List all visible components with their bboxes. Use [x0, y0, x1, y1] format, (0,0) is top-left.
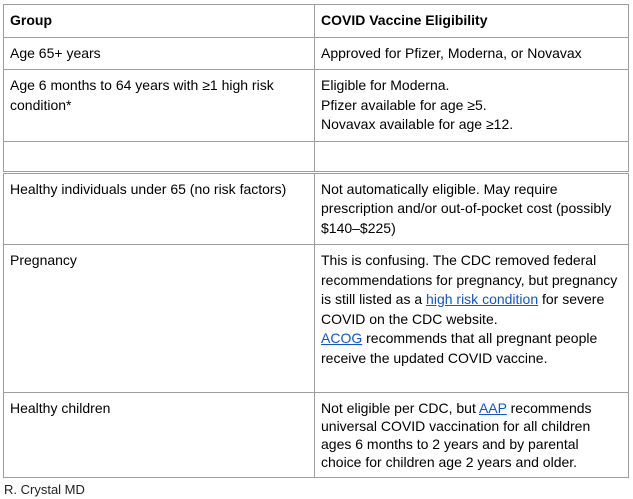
table-row: [4, 37, 629, 70]
group-cell: Healthy children: [4, 393, 315, 478]
eligibility-cell: [315, 393, 629, 478]
eligibility-cell: [315, 70, 629, 142]
aap-link[interactable]: AAP: [478, 400, 507, 416]
header-group: Group: [4, 5, 315, 38]
eligibility-line: Pfizer available for age ≥5.: [321, 96, 487, 113]
children-text-1: Not eligible per CDC, but: [321, 400, 479, 416]
eligibility-cell: Not automatically eligible. May require prescription and/or out-of-pocket cost (possibly $140–$225): [315, 172, 629, 245]
eligibility-cell: Approved for Pfizer, Moderna, or Novavax: [315, 37, 629, 70]
table-row: [4, 393, 629, 478]
author-credit: R. Crystal MD: [4, 482, 85, 497]
eligibility-line: Novavax available for age ≥12.: [321, 116, 514, 132]
covid-eligibility-table: [3, 4, 629, 478]
table-row: [4, 172, 629, 245]
high-risk-condition-link[interactable]: high risk condition: [426, 291, 539, 307]
table-row: [4, 70, 629, 142]
pregnancy-text-1: This is confusing. The CDC removed federal recommendations for pregnancy, but pregnancy is still listed as a: [321, 252, 618, 307]
pregnancy-text-2: for severe COVID on the CDC website.: [321, 291, 605, 327]
table-row: [4, 245, 629, 393]
table-row-empty: [4, 141, 629, 172]
group-cell: Healthy individuals under 65 (no risk factors): [4, 172, 315, 245]
children-text-2: recommends universal COVID vaccination for all children ages 6 months to 2 years and by parental choice for children age 2 years and older.: [321, 400, 592, 470]
group-cell: Age 6 months to 64 years with ≥1 high risk condition*: [4, 70, 315, 142]
group-cell: [4, 141, 315, 172]
eligibility-line: Eligible for Moderna.: [321, 77, 450, 93]
eligibility-cell: [315, 141, 629, 172]
pregnancy-text-3: recommends that all pregnant people receive the updated COVID vaccine.: [321, 330, 598, 366]
header-eligibility: COVID Vaccine Eligibility: [315, 5, 629, 38]
eligibility-cell: [315, 245, 629, 393]
table-header-row: [4, 5, 629, 38]
acog-link[interactable]: ACOG: [321, 330, 363, 346]
group-cell: Age 65+ years: [4, 37, 315, 70]
group-cell: Pregnancy: [4, 245, 315, 393]
